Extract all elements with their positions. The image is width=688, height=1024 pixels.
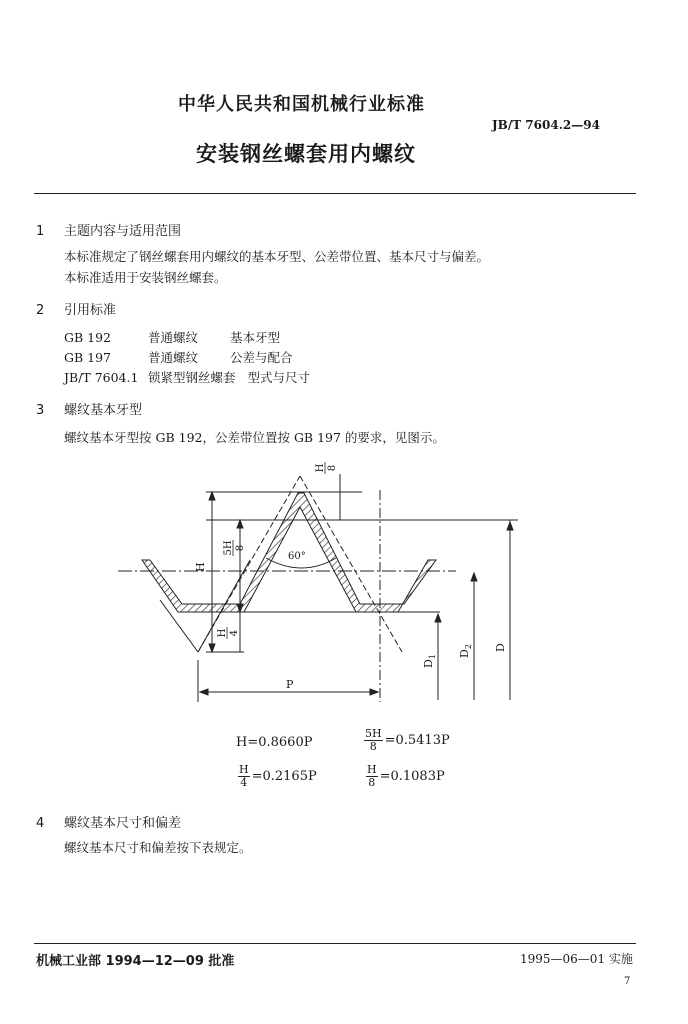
reference-row: GB 197 普通螺纹 公差与配合 (64, 350, 293, 365)
section-2-heading: 2 引用标准 (36, 303, 117, 318)
document-title: 安装钢丝螺套用内螺纹 (196, 142, 416, 166)
formula-h-4: $\frac{H}{4}$ =0.2165P (239, 763, 317, 789)
standard-code: JB/T 7604.2—94 (492, 118, 600, 132)
page-number: 7 (624, 976, 631, 987)
label-h-4 (217, 627, 240, 639)
svg-text:D1: $D_1$ (422, 654, 437, 668)
formula-h-8: $\frac{H}{8}$ =0.1083P (367, 763, 445, 789)
footer-rule (34, 943, 636, 944)
label-h: H (194, 562, 207, 572)
section-1-para-1: 本标准规定了钢丝螺套用内螺纹的基本牙型、公差带位置、基本尺寸与偏差。 (64, 249, 490, 264)
svg-text:H: H (315, 463, 326, 473)
label-d2 (458, 644, 473, 658)
issuing-organization: 中华人民共和国机械行业标准 (178, 94, 425, 115)
section-1-para-2: 本标准适用于安装钢丝螺套。 (64, 270, 227, 285)
svg-text:H: H (217, 628, 228, 638)
svg-text:4: 4 (229, 629, 240, 637)
section-4-para: 螺纹基本尺寸和偏差按下表规定。 (64, 840, 252, 855)
reference-row: JB/T 7604.1 锁紧型钢丝螺套 型式与尺寸 (64, 370, 311, 385)
label-5h-8 (223, 540, 246, 556)
svg-text:D2: $D_2$ (458, 644, 473, 658)
label-angle: 60° (288, 551, 306, 562)
section-1-heading: 1 主题内容与适用范围 (36, 224, 182, 239)
effective-date: 1995—06—01 实施 (520, 952, 633, 966)
formula-h: H=0.8660P (236, 735, 313, 750)
approval-date: 机械工业部 1994—12—09 批准 (36, 954, 235, 969)
formula-5h-8: $\frac{5H}{8}$ =0.5413P (365, 727, 450, 753)
label-d1 (422, 654, 437, 668)
reference-row: GB 192 普通螺纹 基本牙型 (64, 330, 281, 345)
label-d: D (494, 643, 507, 652)
label-h-8 (315, 462, 338, 474)
section-3-para: 螺纹基本牙型按 GB 192，公差带位置按 GB 197 的要求，见图示。 (64, 430, 445, 445)
label-pitch: P (286, 678, 294, 691)
svg-text:5H: 5H (223, 540, 234, 556)
section-4-heading: 4 螺纹基本尺寸和偏差 (36, 816, 182, 831)
section-3-heading: 3 螺纹基本牙型 (36, 403, 143, 418)
svg-text:8: 8 (235, 544, 246, 552)
svg-text:8: 8 (327, 464, 338, 472)
